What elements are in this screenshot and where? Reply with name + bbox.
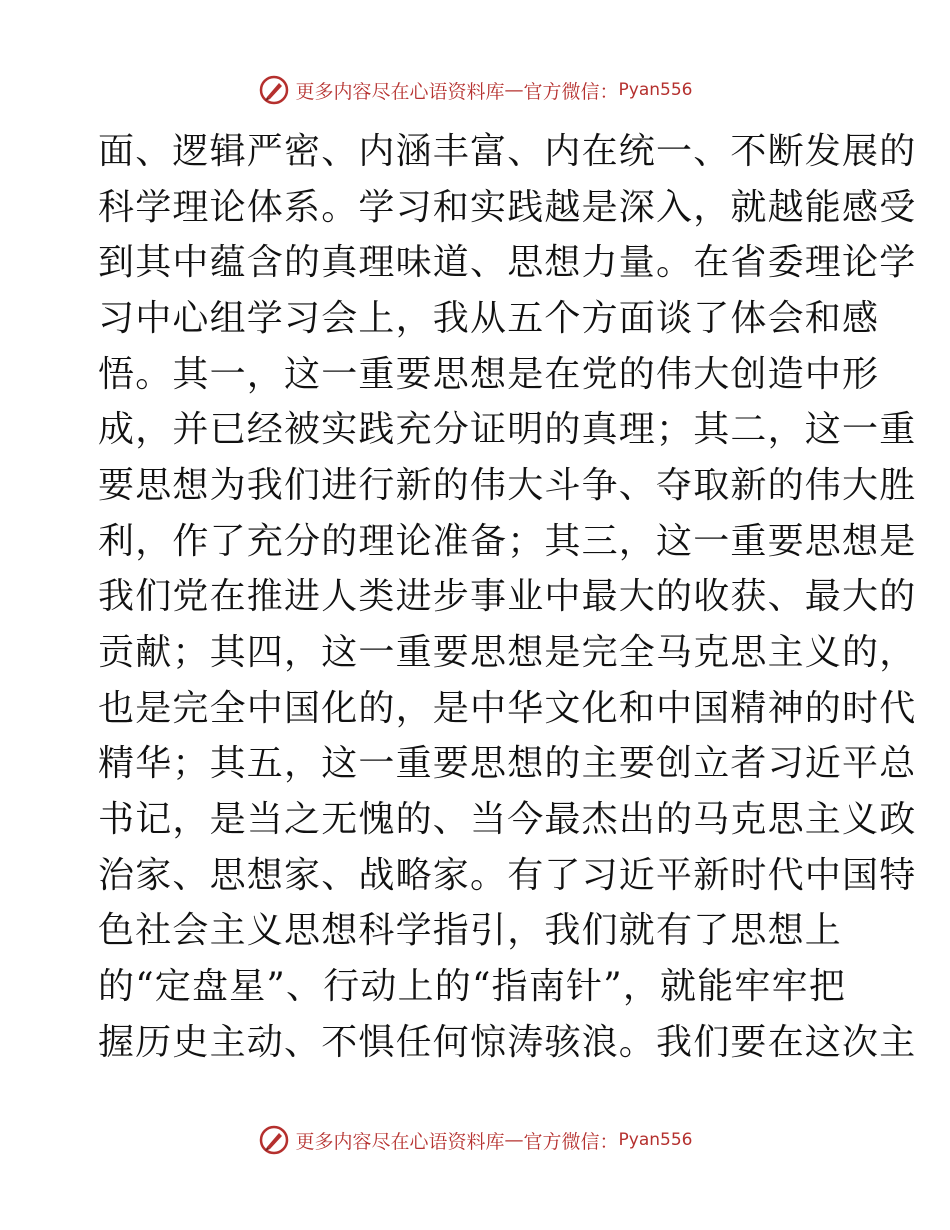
text-line: 书记，是当之无愧的、当今最杰出的马克思主义政 bbox=[98, 799, 917, 840]
text-line: 我们党在推进人类进步事业中最大的收获、最大的 bbox=[98, 576, 917, 617]
banner-wechat-id: Pyan556 bbox=[618, 80, 693, 100]
text-line: 握历史主动、不惧任何惊涛骇浪。我们要在这次主 bbox=[98, 1022, 917, 1063]
text-line: 的“定盘星”、行动上的“指南针”，就能牢牢把 bbox=[98, 966, 847, 1007]
text-line: 贡献；其四，这一重要思想是完全马克思主义的， bbox=[98, 632, 917, 673]
header-banner bbox=[0, 70, 950, 110]
text-line: 科学理论体系。学习和实践越是深入，就越能感受 bbox=[98, 187, 917, 228]
text-line: 面、逻辑严密、内涵丰富、内在统一、不断发展的 bbox=[98, 131, 917, 172]
banner-dash: — bbox=[504, 79, 524, 101]
text-line: 色社会主义思想科学指引，我们就有了思想上 bbox=[98, 910, 843, 951]
text-line: 利，作了充分的理论准备；其三，这一重要思想是 bbox=[98, 521, 917, 562]
text-line: 要思想为我们进行新的伟大斗争、夺取新的伟大胜 bbox=[98, 465, 917, 506]
footer-banner bbox=[0, 1120, 950, 1160]
text-line: 习中心组学习会上，我从五个方面谈了体会和感 bbox=[98, 298, 880, 339]
pen-logo-icon bbox=[258, 1124, 290, 1156]
text-line: 治家、思想家、战略家。有了习近平新时代中国特 bbox=[98, 855, 917, 896]
text-line: 也是完全中国化的，是中华文化和中国精神的时代 bbox=[98, 688, 917, 729]
banner-wechat-label: 官方微信： bbox=[523, 1130, 619, 1153]
text-line: 成，并已经被实践充分证明的真理；其二，这一重 bbox=[98, 409, 917, 450]
banner-main-text: 更多内容尽在心语资料库 bbox=[295, 1130, 505, 1153]
text-line: 悟。其一，这一重要思想是在党的伟大创造中形 bbox=[98, 354, 880, 395]
pen-logo-icon bbox=[258, 74, 290, 106]
banner-main-text: 更多内容尽在心语资料库 bbox=[295, 80, 505, 103]
text-line: 精华；其五，这一重要思想的主要创立者习近平总 bbox=[98, 743, 917, 784]
banner-wechat-id: Pyan556 bbox=[618, 1130, 693, 1150]
banner-dash: — bbox=[504, 1129, 524, 1151]
banner-wechat-label: 官方微信： bbox=[523, 80, 619, 103]
text-line: 到其中蕴含的真理味道、思想力量。在省委理论学 bbox=[98, 242, 917, 283]
